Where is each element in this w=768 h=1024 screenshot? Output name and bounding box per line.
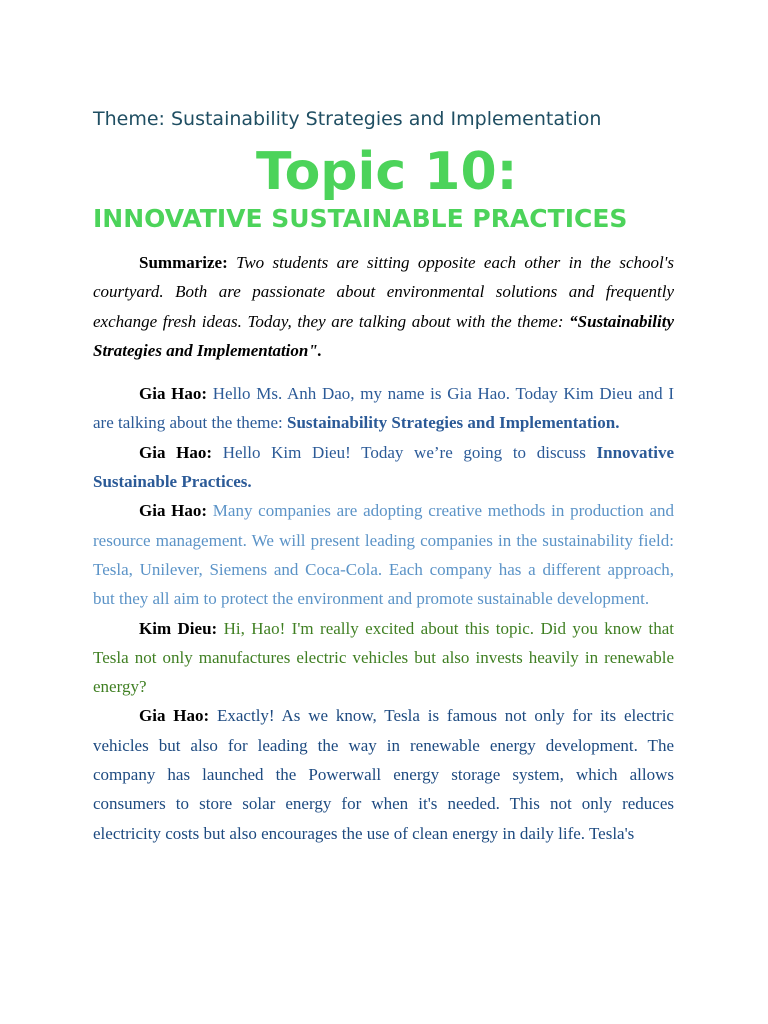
speaker-name: Gia Hao: [139,442,213,462]
document-page [93,104,674,848]
dialogue-text: Hello Ms. Anh Dao, my name is Gia Hao. Today Kim Dieu and I are talking about the theme: [93,384,674,433]
speaker-name: Gia Hao: [139,501,208,521]
summary-paragraph [93,248,674,365]
theme-line: Theme: Sustainability Strategies and Implementation [93,108,602,130]
dialogue-line [93,496,674,613]
speaker-name: Gia Hao: [139,384,208,404]
dialogue-line [93,379,674,438]
dialogue-emphasis: Sustainability Strategies and Implementation. [287,413,620,433]
dialogue-line [93,614,674,702]
spacer [93,365,674,379]
dialogue-text: Exactly! As we know, Tesla is famous not only for its electric vehicles but also for leading the way in renewable energy development. The company has launched the Powerwall energy storage system, which allows consumers to store solar energy for when it's needed. This not only reduces electricity costs but also encourages the use of clean energy in daily life. Tesla's [93,706,674,843]
topic-title: Topic 10: [256,142,518,202]
dialogue-line [93,701,674,847]
summary-text: Two students are sitting opposite each other in the school's courtyard. Both are passionate about environmental solutions and frequently exchange fresh ideas. Today, they are talking about with the theme: [93,253,674,331]
dialogue-line [93,438,674,497]
speaker-name: Kim Dieu: [139,618,218,638]
dialogue-text: Hello Kim Dieu! Today we’re going to discuss [212,442,597,462]
dialogue-emphasis: Innovative Sustainable Practices. [93,442,674,492]
dialogue-text: Many companies are adopting creative methods in production and resource management. We will present leading companies in the sustainability field: Tesla, Unilever, Siemens and Coca-Cola. Each company has a different approach, but they all aim to protect the environment and promote sustainable development. [93,501,674,609]
summary-quote: “Sustainability Strategies and Implementation". [93,311,674,360]
dialogue-text: Hi, Hao! I'm really excited about this topic. Did you know that Tesla not only manufactures electric vehicles but also invests heavily in renewable energy? [93,618,674,697]
topic-subtitle: INNOVATIVE SUSTAINABLE PRACTICES [93,204,628,233]
summary-label: Summarize: [139,253,228,272]
speaker-name: Gia Hao: [139,706,210,726]
